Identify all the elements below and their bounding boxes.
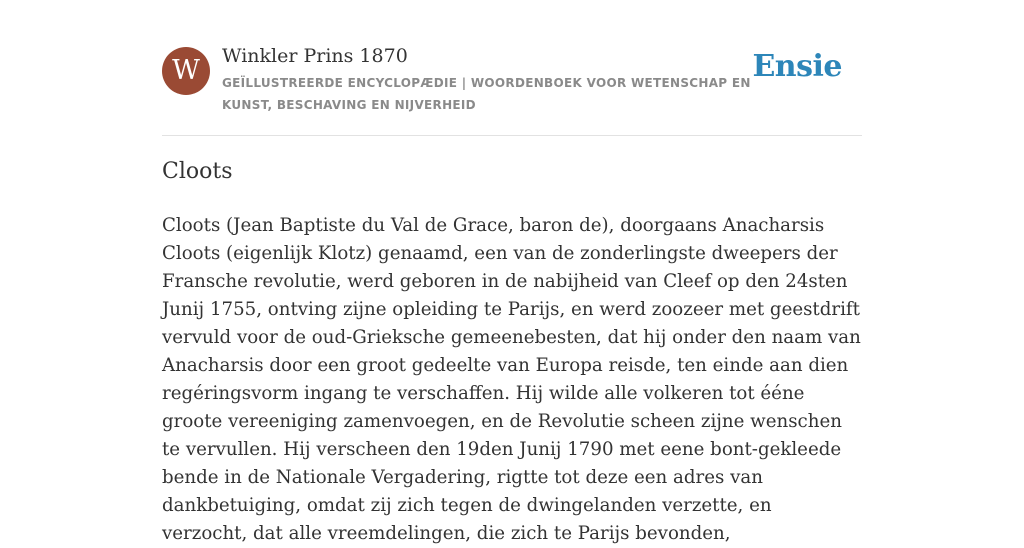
source-subtitle: GEÏLLUSTREERDE ENCYCLOPÆDIE | WOORDENBOEK VOOR WETENSCHAP EN KUNST, BESCHAVING EN NIJVERHEID — [222, 76, 751, 112]
source-avatar[interactable]: W — [162, 47, 210, 95]
header — [162, 0, 862, 136]
brand-logo[interactable]: Ensie — [752, 49, 842, 84]
entry-body: Cloots (Jean Baptiste du Val de Grace, baron de), doorgaans Anacharsis Cloots (eigenlijk Klotz) genaamd, een van de zonderlingste dweepers der Fransche revolutie, werd geboren in de nabijheid van Cleef op den 24sten Junij 1755, ontving zijne opleiding te Parijs, en werd zoozeer met geestdrift vervuld voor de oud-Grieksche gemeenebesten, dat hij onder den naam van Anacharsis door een groot gedeelte van Europa reisde, ten einde aan dien regéringsvorm ingang te verschaffen. Hij wilde alle volkeren tot ééne groote vereeniging zamenvoegen, en de Revolutie scheen zijne wenschen te vervullen. Hij verscheen den 19den Junij 1790 met eene bont-gekleede bende in de Nationale Vergadering, rigtte tot deze een adres van dankbetuiging, omdat zij zich tegen de dwingelanden verzette, en verzocht, dat alle vreemdelingen, die zich te Parijs bevonden, — [162, 215, 861, 544]
page — [162, 0, 862, 544]
entry-title: Cloots — [162, 159, 233, 184]
source-title[interactable]: Winkler Prins 1870 — [222, 45, 408, 67]
